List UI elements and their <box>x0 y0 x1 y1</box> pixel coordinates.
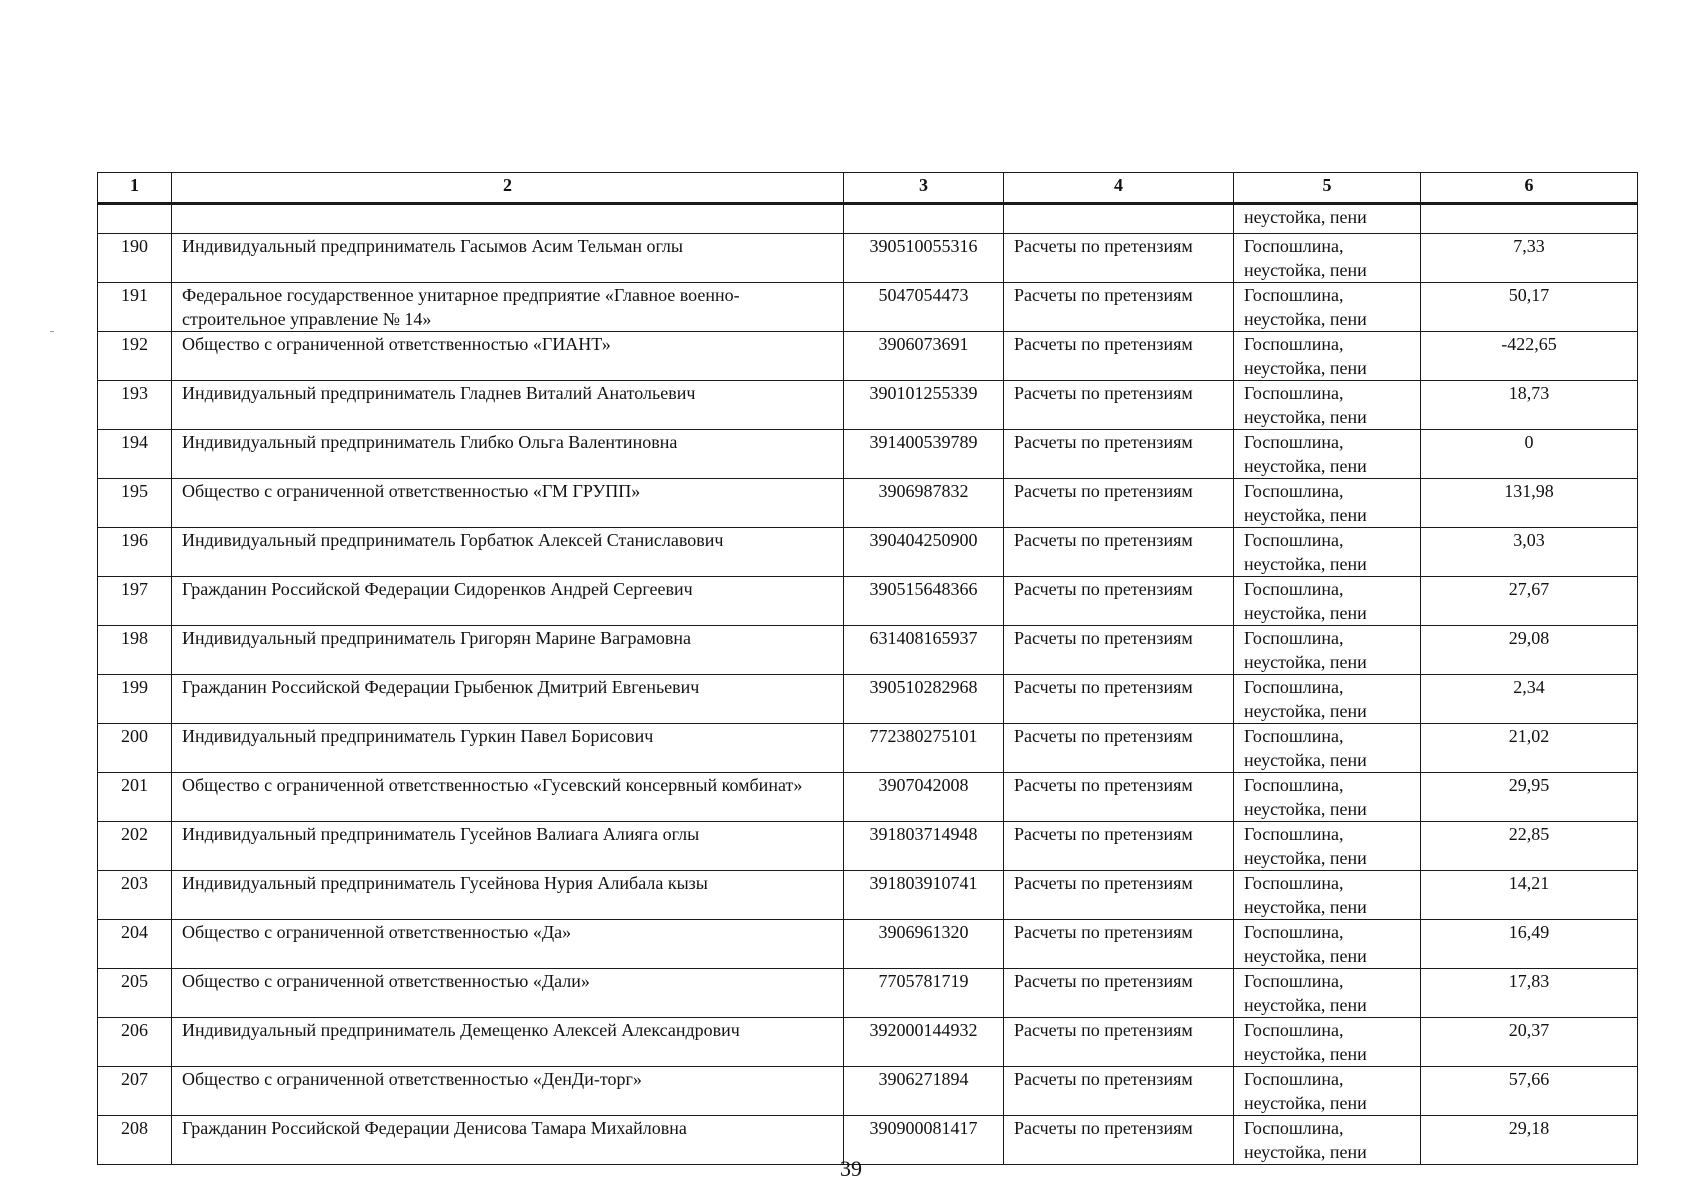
cell-inn: 631408165937 <box>844 626 1004 675</box>
cell-purpose: Госпошлина, неустойка, пени <box>1234 381 1421 430</box>
cell-type: Расчеты по претензиям <box>1004 234 1234 283</box>
table-row <box>98 773 1638 822</box>
cell-name: Индивидуальный предприниматель Демещенко Алексей Александрович <box>172 1018 844 1067</box>
table-row <box>98 724 1638 773</box>
cell-sum: 29,08 <box>1421 626 1638 675</box>
cell-type: Расчеты по претензиям <box>1004 332 1234 381</box>
cell-name: Общество с ограниченной ответственностью «Гусевский консервный комбинат» <box>172 773 844 822</box>
cell-num: 194 <box>98 430 172 479</box>
cell-inn: 390101255339 <box>844 381 1004 430</box>
cell-inn: 7705781719 <box>844 969 1004 1018</box>
cell-inn: 772380275101 <box>844 724 1004 773</box>
table-row <box>98 234 1638 283</box>
cell-num: 199 <box>98 675 172 724</box>
header-cell-6: 6 <box>1421 173 1638 204</box>
margin-mark <box>50 331 54 332</box>
cell-purpose: Госпошлина, неустойка, пени <box>1234 283 1421 332</box>
header-cell-4: 4 <box>1004 173 1234 204</box>
cell-purpose: Госпошлина, неустойка, пени <box>1234 528 1421 577</box>
cell-sum: 27,67 <box>1421 577 1638 626</box>
cell-purpose: Госпошлина, неустойка, пени <box>1234 920 1421 969</box>
cell-num: 190 <box>98 234 172 283</box>
data-table <box>97 172 1638 1165</box>
cell-inn: 3906987832 <box>844 479 1004 528</box>
cell-purpose: Госпошлина, неустойка, пени <box>1234 332 1421 381</box>
cell-sum: -422,65 <box>1421 332 1638 381</box>
cell-type: Расчеты по претензиям <box>1004 1018 1234 1067</box>
cell-sum: 14,21 <box>1421 871 1638 920</box>
cell-type: Расчеты по претензиям <box>1004 577 1234 626</box>
cell-num: 196 <box>98 528 172 577</box>
cell-sum: 16,49 <box>1421 920 1638 969</box>
cell-type: Расчеты по претензиям <box>1004 283 1234 332</box>
cell-purpose: неустойка, пени <box>1234 204 1421 234</box>
cell-sum: 2,34 <box>1421 675 1638 724</box>
cell-inn <box>844 204 1004 234</box>
cell-inn: 3907042008 <box>844 773 1004 822</box>
cell-sum: 29,95 <box>1421 773 1638 822</box>
cell-name: Индивидуальный предприниматель Гуркин Павел Борисович <box>172 724 844 773</box>
cell-sum: 50,17 <box>1421 283 1638 332</box>
cell-num: 203 <box>98 871 172 920</box>
cell-type: Расчеты по претензиям <box>1004 430 1234 479</box>
cell-num: 207 <box>98 1067 172 1116</box>
table-row <box>98 1067 1638 1116</box>
cell-type: Расчеты по претензиям <box>1004 479 1234 528</box>
cell-type: Расчеты по претензиям <box>1004 871 1234 920</box>
cell-type: Расчеты по претензиям <box>1004 1116 1234 1165</box>
cell-type: Расчеты по претензиям <box>1004 920 1234 969</box>
cell-name: Общество с ограниченной ответственностью «ГМ ГРУПП» <box>172 479 844 528</box>
cell-num: 206 <box>98 1018 172 1067</box>
table-row <box>98 822 1638 871</box>
cell-type: Расчеты по претензиям <box>1004 675 1234 724</box>
cell-name: Индивидуальный предприниматель Гусейнова Нурия Алибала кызы <box>172 871 844 920</box>
header-cell-5: 5 <box>1234 173 1421 204</box>
cell-inn: 390900081417 <box>844 1116 1004 1165</box>
cell-name: Общество с ограниченной ответственностью «ГИАНТ» <box>172 332 844 381</box>
cell-type: Расчеты по претензиям <box>1004 528 1234 577</box>
table-row <box>98 871 1638 920</box>
cell-num: 195 <box>98 479 172 528</box>
cell-purpose: Госпошлина, неустойка, пени <box>1234 773 1421 822</box>
cell-inn: 390510282968 <box>844 675 1004 724</box>
cell-inn: 391400539789 <box>844 430 1004 479</box>
cell-num: 200 <box>98 724 172 773</box>
cell-num: 193 <box>98 381 172 430</box>
page-number: 39 <box>840 1156 862 1181</box>
cell-purpose: Госпошлина, неустойка, пени <box>1234 675 1421 724</box>
cell-purpose: Госпошлина, неустойка, пени <box>1234 577 1421 626</box>
cell-name: Индивидуальный предприниматель Горбатюк Алексей Станиславович <box>172 528 844 577</box>
header-cell-2: 2 <box>172 173 844 204</box>
cell-type <box>1004 204 1234 234</box>
cell-name: Гражданин Российской Федерации Сидоренков Андрей Сергеевич <box>172 577 844 626</box>
table-row <box>98 381 1638 430</box>
table-row <box>98 920 1638 969</box>
cell-purpose: Госпошлина, неустойка, пени <box>1234 969 1421 1018</box>
cell-num: 202 <box>98 822 172 871</box>
cell-name: Индивидуальный предприниматель Гладнев Виталий Анатольевич <box>172 381 844 430</box>
cell-num: 192 <box>98 332 172 381</box>
cell-name: Федеральное государственное унитарное предприятие «Главное военно-строительное управление № 14» <box>172 283 844 332</box>
table-body <box>98 204 1638 1165</box>
cell-type: Расчеты по претензиям <box>1004 381 1234 430</box>
cell-name: Индивидуальный предприниматель Гасымов Асим Тельман оглы <box>172 234 844 283</box>
cell-sum: 29,18 <box>1421 1116 1638 1165</box>
table-row <box>98 1018 1638 1067</box>
cell-type: Расчеты по претензиям <box>1004 724 1234 773</box>
cell-purpose: Госпошлина, неустойка, пени <box>1234 871 1421 920</box>
cell-name: Индивидуальный предприниматель Глибко Ольга Валентиновна <box>172 430 844 479</box>
cell-num: 198 <box>98 626 172 675</box>
table-row <box>98 332 1638 381</box>
cell-name: Общество с ограниченной ответственностью «ДенДи-торг» <box>172 1067 844 1116</box>
cell-inn: 3906961320 <box>844 920 1004 969</box>
cell-purpose: Госпошлина, неустойка, пени <box>1234 1018 1421 1067</box>
cell-inn: 5047054473 <box>844 283 1004 332</box>
table-row <box>98 430 1638 479</box>
cell-num: 191 <box>98 283 172 332</box>
cell-inn: 3906073691 <box>844 332 1004 381</box>
table-row <box>98 675 1638 724</box>
cell-sum: 17,83 <box>1421 969 1638 1018</box>
cell-inn: 390515648366 <box>844 577 1004 626</box>
header-cell-1: 1 <box>98 173 172 204</box>
cell-sum: 18,73 <box>1421 381 1638 430</box>
cell-type: Расчеты по претензиям <box>1004 822 1234 871</box>
cell-sum <box>1421 204 1638 234</box>
cell-num: 201 <box>98 773 172 822</box>
cell-name: Гражданин Российской Федерации Денисова Тамара Михайловна <box>172 1116 844 1165</box>
cell-name: Общество с ограниченной ответственностью «Да» <box>172 920 844 969</box>
cell-type: Расчеты по претензиям <box>1004 626 1234 675</box>
cell-purpose: Госпошлина, неустойка, пени <box>1234 724 1421 773</box>
cell-purpose: Госпошлина, неустойка, пени <box>1234 430 1421 479</box>
cell-purpose: Госпошлина, неустойка, пени <box>1234 1067 1421 1116</box>
header-cell-3: 3 <box>844 173 1004 204</box>
cell-sum: 21,02 <box>1421 724 1638 773</box>
cell-type: Расчеты по претензиям <box>1004 773 1234 822</box>
cell-type: Расчеты по претензиям <box>1004 1067 1234 1116</box>
cell-sum: 7,33 <box>1421 234 1638 283</box>
table-row <box>98 479 1638 528</box>
cell-num <box>98 204 172 234</box>
cell-sum: 131,98 <box>1421 479 1638 528</box>
cell-num: 208 <box>98 1116 172 1165</box>
cell-name: Индивидуальный предприниматель Григорян Марине Ваграмовна <box>172 626 844 675</box>
cell-name <box>172 204 844 234</box>
cell-name: Общество с ограниченной ответственностью «Дали» <box>172 969 844 1018</box>
cell-inn: 390510055316 <box>844 234 1004 283</box>
cell-sum: 20,37 <box>1421 1018 1638 1067</box>
table-header <box>98 173 1638 204</box>
cell-type: Расчеты по претензиям <box>1004 969 1234 1018</box>
table-row <box>98 283 1638 332</box>
cell-purpose: Госпошлина, неустойка, пени <box>1234 626 1421 675</box>
cell-num: 197 <box>98 577 172 626</box>
header-row <box>98 173 1638 204</box>
cell-num: 204 <box>98 920 172 969</box>
cell-purpose: Госпошлина, неустойка, пени <box>1234 479 1421 528</box>
cell-sum: 22,85 <box>1421 822 1638 871</box>
cell-inn: 3906271894 <box>844 1067 1004 1116</box>
cell-inn: 392000144932 <box>844 1018 1004 1067</box>
cell-inn: 390404250900 <box>844 528 1004 577</box>
cell-sum: 57,66 <box>1421 1067 1638 1116</box>
cell-sum: 0 <box>1421 430 1638 479</box>
table-row <box>98 577 1638 626</box>
cell-name: Индивидуальный предприниматель Гусейнов Валиага Алияга оглы <box>172 822 844 871</box>
continuation-row <box>98 204 1638 234</box>
cell-inn: 391803714948 <box>844 822 1004 871</box>
cell-purpose: Госпошлина, неустойка, пени <box>1234 1116 1421 1165</box>
cell-sum: 3,03 <box>1421 528 1638 577</box>
table-row <box>98 626 1638 675</box>
cell-inn: 391803910741 <box>844 871 1004 920</box>
table-row <box>98 969 1638 1018</box>
cell-num: 205 <box>98 969 172 1018</box>
cell-name: Гражданин Российской Федерации Грыбенюк Дмитрий Евгеньевич <box>172 675 844 724</box>
cell-purpose: Госпошлина, неустойка, пени <box>1234 822 1421 871</box>
cell-purpose: Госпошлина, неустойка, пени <box>1234 234 1421 283</box>
table-row <box>98 528 1638 577</box>
